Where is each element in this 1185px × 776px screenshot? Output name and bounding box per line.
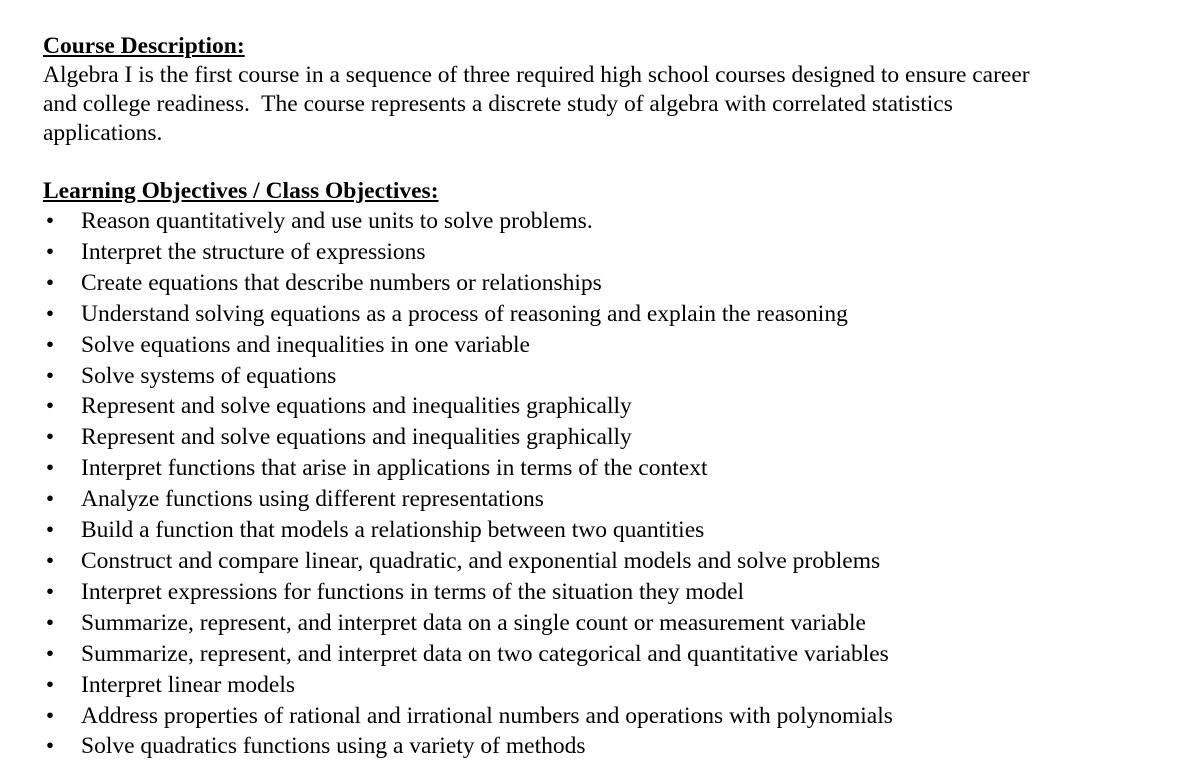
objective-text: Represent and solve equations and inequalities graphically xyxy=(81,424,632,451)
bullet-icon: • xyxy=(45,424,55,451)
objective-text: Reason quantitatively and use units to solve problems. xyxy=(81,208,593,234)
objective-text: Interpret functions that arise in applications in terms of the context xyxy=(81,455,708,482)
objective-item xyxy=(43,422,1125,453)
objective-item xyxy=(43,206,1125,237)
bullet-icon: • xyxy=(45,517,55,544)
objective-item xyxy=(43,268,1125,299)
objective-item xyxy=(43,391,1125,422)
objective-text: Summarize, represent, and interpret data on two categorical and quantitative variables xyxy=(81,640,889,667)
objective-text: Summarize, represent, and interpret data on a single count or measurement variable xyxy=(81,609,866,636)
objective-text: Solve equations and inequalities in one variable xyxy=(81,331,530,358)
objective-text: Understand solving equations as a process of reasoning and explain the reasoning xyxy=(81,300,848,327)
objective-text: Represent and solve equations and inequalities graphically xyxy=(81,393,632,420)
objective-item xyxy=(43,453,1125,484)
bullet-icon: • xyxy=(45,609,55,636)
bullet-icon: • xyxy=(45,300,55,327)
objective-text: Interpret linear models xyxy=(81,671,296,698)
objective-item xyxy=(43,299,1125,330)
objective-item xyxy=(43,330,1125,361)
bullet-icon: • xyxy=(45,733,55,760)
bullet-icon: • xyxy=(45,269,55,296)
objective-text: Address properties of rational and irrational numbers and operations with polynomials xyxy=(81,702,893,729)
objective-text: Analyze functions using different representations xyxy=(81,486,544,513)
objective-text: Solve quadratics functions using a variety of methods xyxy=(81,733,586,760)
objective-item xyxy=(43,701,1125,732)
objective-item xyxy=(43,577,1125,608)
bullet-icon: • xyxy=(45,486,55,513)
course-description-heading: Course Description: xyxy=(43,33,245,59)
bullet-icon: • xyxy=(45,455,55,482)
course-description-line-1: Algebra I is the first course in a sequence of three required high school courses designed to ensure career xyxy=(43,62,1030,88)
bullet-icon: • xyxy=(45,238,55,265)
objective-text: Build a function that models a relationship between two quantities xyxy=(81,517,705,544)
course-description-line-2: and college readiness. The course represents a discrete study of algebra with correlated statistics xyxy=(43,91,953,117)
bullet-icon: • xyxy=(45,331,55,358)
bullet-icon: • xyxy=(45,208,55,234)
learning-objectives-section xyxy=(43,177,1125,762)
learning-objectives-heading: Learning Objectives / Class Objectives: xyxy=(43,178,439,204)
section-spacer xyxy=(43,148,1125,177)
objective-item xyxy=(43,237,1125,268)
objective-item xyxy=(43,731,1125,762)
bullet-icon: • xyxy=(45,547,55,574)
objective-item xyxy=(43,361,1125,392)
course-description-section xyxy=(43,32,1125,148)
bullet-icon: • xyxy=(45,393,55,420)
bullet-icon: • xyxy=(45,702,55,729)
objective-item xyxy=(43,670,1125,701)
objective-item xyxy=(43,484,1125,515)
objective-item xyxy=(43,515,1125,546)
objective-text: Solve systems of equations xyxy=(81,362,337,389)
objective-text: Create equations that describe numbers or relationships xyxy=(81,269,602,296)
objective-item xyxy=(43,608,1125,639)
objective-item xyxy=(43,546,1125,577)
objectives-list xyxy=(43,206,1125,762)
objective-text: Interpret expressions for functions in terms of the situation they model xyxy=(81,578,745,605)
bullet-icon: • xyxy=(45,578,55,605)
bullet-icon: • xyxy=(45,640,55,667)
objective-text: Interpret the structure of expressions xyxy=(81,238,426,265)
objective-text: Construct and compare linear, quadratic, and exponential models and solve problems xyxy=(81,547,881,574)
objective-item xyxy=(43,639,1125,670)
bullet-icon: • xyxy=(45,362,55,389)
bullet-icon: • xyxy=(45,671,55,698)
course-description-line-3: applications. xyxy=(43,120,163,146)
